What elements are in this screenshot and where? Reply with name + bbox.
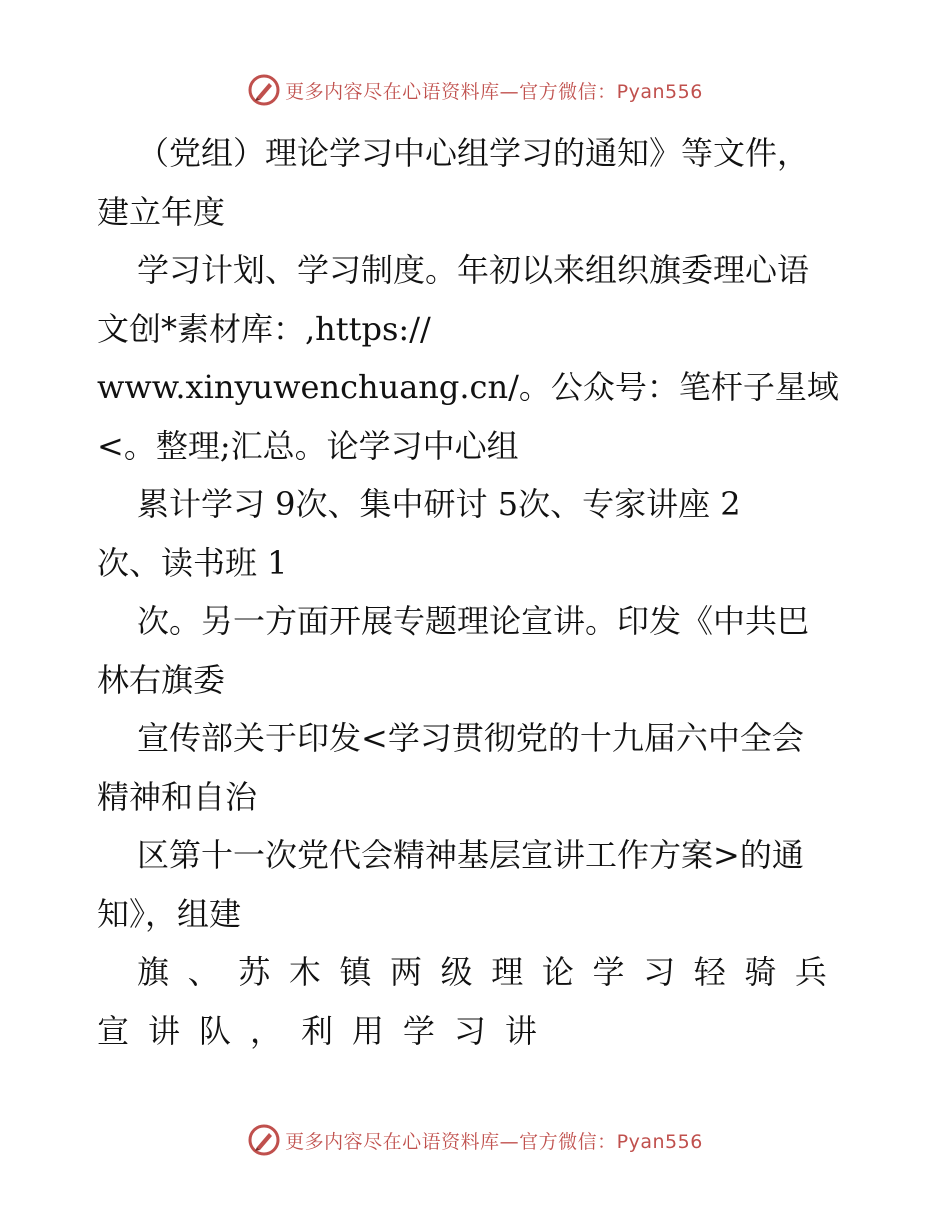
text-line: 累计学习 9次、集中研讨 5次、专家讲座 2 (137, 485, 741, 523)
text-line: 精神和自治 (97, 777, 258, 816)
text-line: 区第十一次党代会精神基层宣讲工作方案>的通 (137, 836, 804, 874)
char: 兵 (794, 953, 827, 991)
spaced-text-line (97, 943, 857, 1002)
text-line: www.xinyuwenchuang.cn/。公众号：笔杆子星域 (97, 368, 839, 406)
char: 级 (440, 953, 473, 991)
text-line: 文创*素材库：,https:// (97, 309, 431, 348)
char: 用 (351, 1011, 384, 1050)
text-line: 知》，组建 (97, 894, 242, 933)
pen-logo-icon (247, 73, 281, 107)
text-line: 建立年度 (97, 192, 226, 231)
spaced-text-line (97, 1002, 537, 1061)
char: 学 (592, 953, 625, 991)
char: 木 (288, 953, 321, 991)
char: 论 (541, 953, 574, 991)
char: 学 (402, 1011, 435, 1050)
pen-logo-icon (247, 1123, 281, 1157)
document-body (97, 124, 857, 1060)
banner-text: 更多内容尽在心语资料库—官方微信：Pyan556 (285, 1130, 703, 1153)
char: 骑 (744, 953, 777, 991)
char: 两 (390, 953, 423, 991)
header-banner (0, 70, 950, 110)
char: 讲 (504, 1011, 537, 1050)
char: 镇 (339, 953, 372, 991)
char: 习 (453, 1011, 486, 1050)
char: 习 (643, 953, 676, 991)
text-line: 宣传部关于印发<学习贯彻党的十九届六中全会 (137, 719, 804, 757)
char: 理 (491, 953, 524, 991)
banner-text: 更多内容尽在心语资料库—官方微信：Pyan556 (285, 80, 703, 103)
text-line: 次。另一方面开展专题理论宣讲。印发《中共巴 (137, 602, 810, 640)
char: 队 (198, 1011, 231, 1050)
char: ， (249, 1011, 282, 1050)
char: 、 (187, 953, 220, 991)
char: 讲 (147, 1011, 180, 1050)
char: 苏 (238, 953, 271, 991)
text-line: 林右旗委 (97, 660, 226, 699)
footer-banner (0, 1120, 950, 1160)
text-line: 学习计划、学习制度。年初以来组织旗委理心语 (137, 251, 810, 289)
char: 轻 (693, 953, 726, 991)
text-line: （党组）理论学习中心组学习的通知》等文件， (137, 134, 810, 172)
char: 利 (300, 1011, 333, 1050)
text-line: 次、读书班 1 (97, 543, 288, 582)
text-line: <。整理;汇总。论学习中心组 (97, 426, 519, 465)
char: 宣 (97, 1011, 130, 1050)
char: 旗 (137, 953, 170, 991)
